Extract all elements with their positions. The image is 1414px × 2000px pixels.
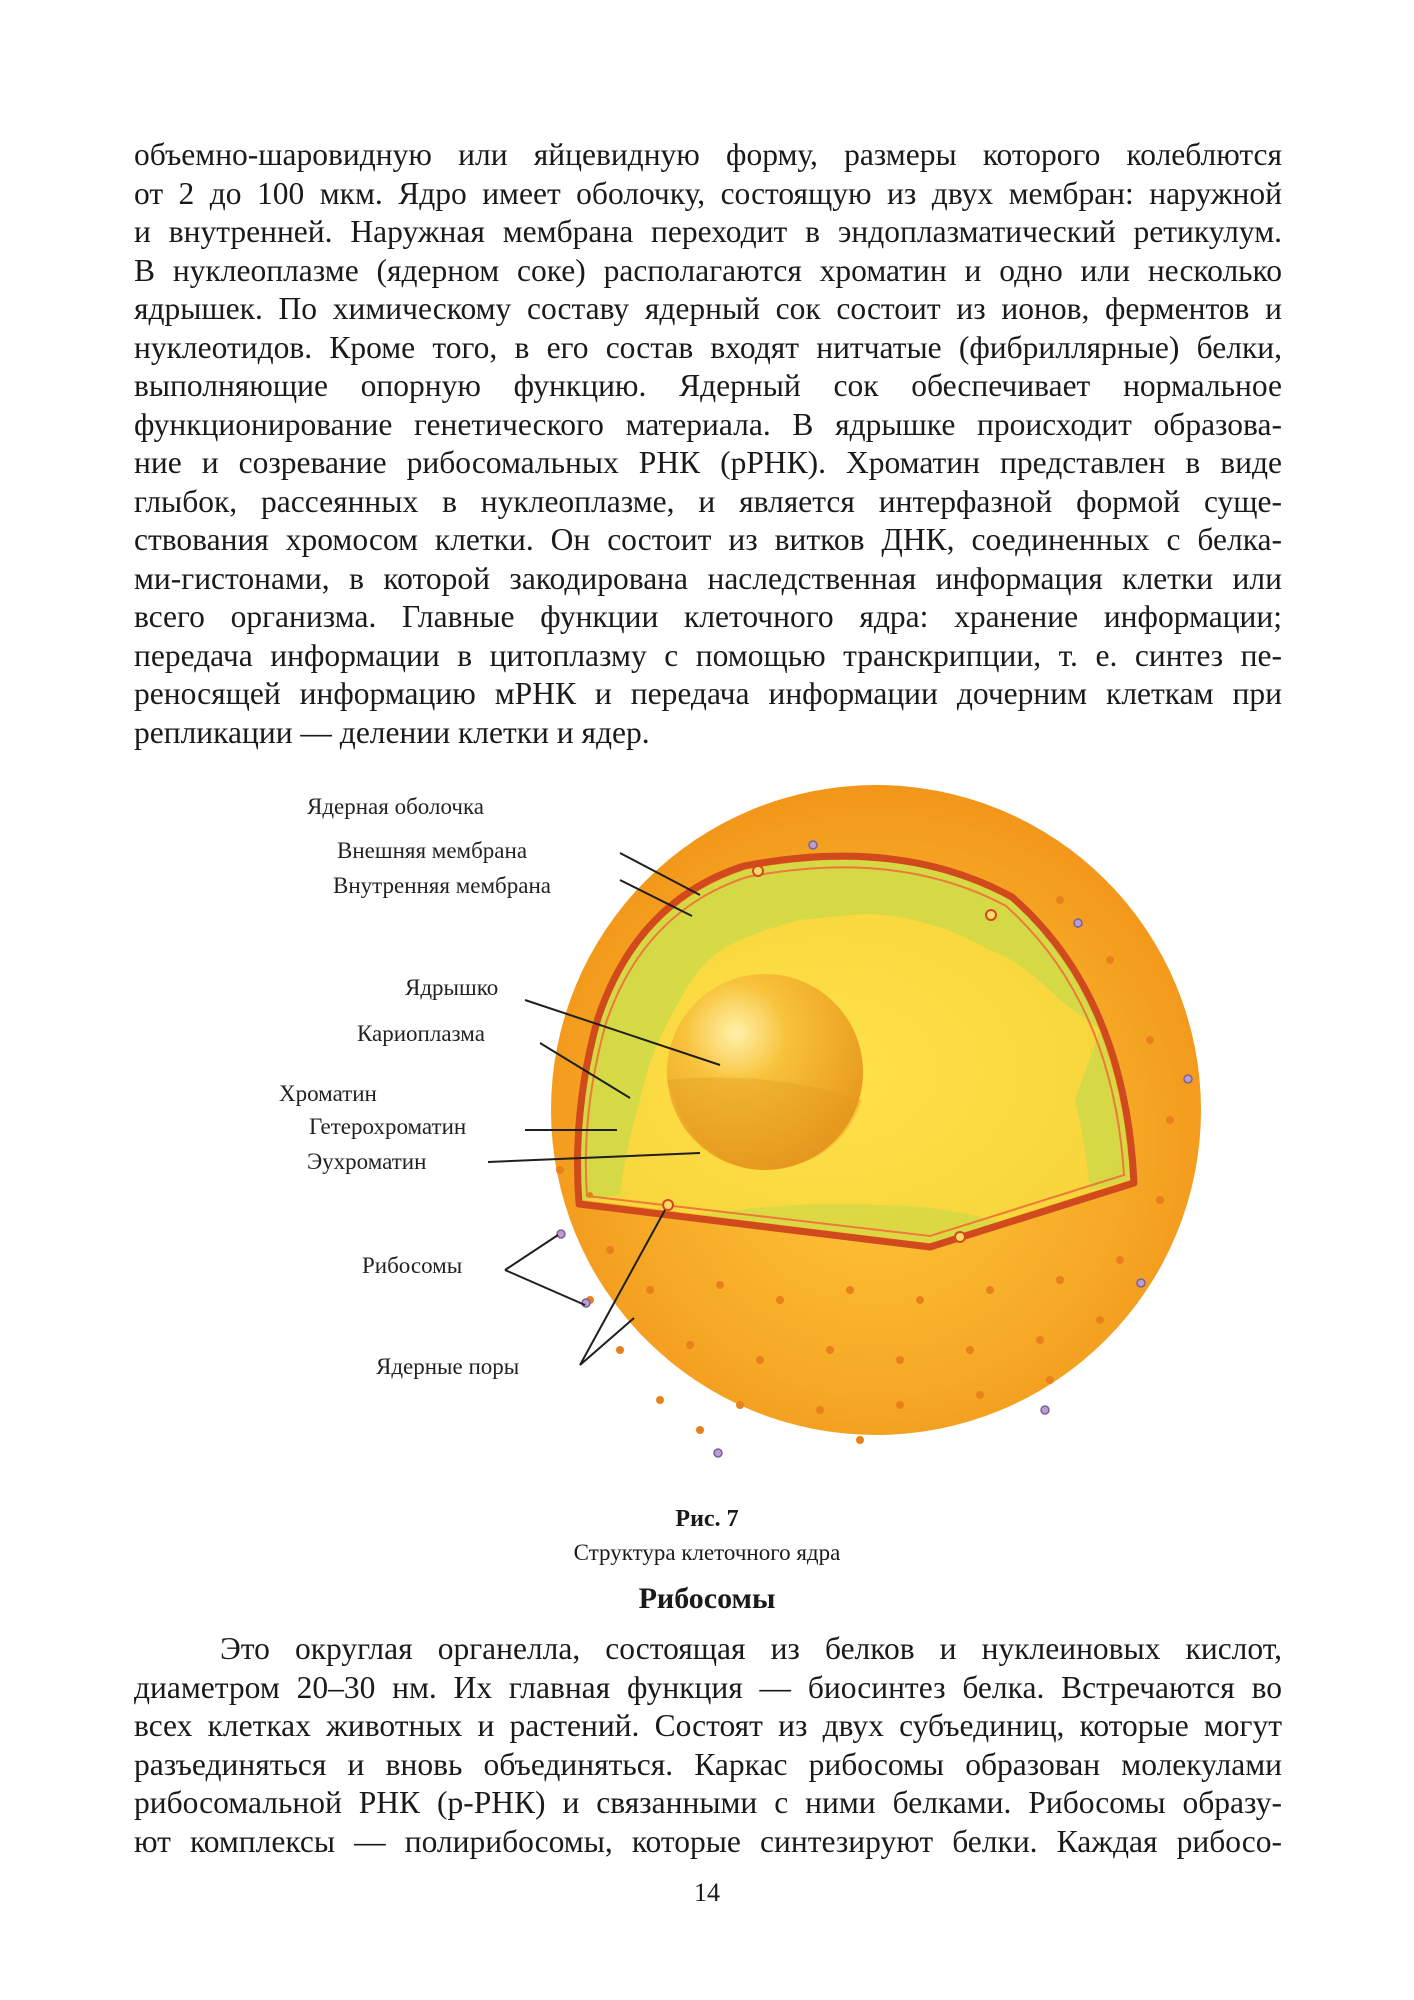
text-line: ние и созревание рибосомальных РНК (рРНК). Хроматин представлен в виде: [134, 445, 1282, 480]
text-line: глыбок, рассеянных в нуклеоплазме, и является интерфазной формой суще-: [134, 483, 1282, 519]
text-line: рибосомальной РНК (р-РНК) и связанными с ними белками. Рибосомы образу-: [134, 1785, 1282, 1820]
section-heading: Рибосомы: [638, 1582, 776, 1615]
nuclear-pore: [986, 910, 996, 920]
nuclear-pore: [663, 1200, 673, 1210]
label-nucleolus: Ядрышко: [405, 975, 499, 1000]
text-line: ядрышек. По химическому составу ядерный сок состоит из ионов, ферментов и: [134, 291, 1282, 326]
text-line: функционирование генетического материала. В ядрышке происходит образова-: [134, 406, 1282, 442]
label-outer-membrane: Внешняя мембрана: [337, 838, 528, 863]
label-chromatin: Хроматин: [279, 1081, 377, 1106]
text-line: ют комплексы — полирибосомы, которые синтезируют белки. Каждая рибосо-: [134, 1823, 1282, 1859]
label-euchromatin: Эухроматин: [307, 1149, 427, 1174]
text-line: передача информации в цитоплазму с помощью транскрипции, т. е. синтез пе-: [134, 637, 1282, 673]
text-line: В нуклеоплазме (ядерном соке) располагаются хроматин и одно или несколько: [134, 252, 1282, 288]
label-ribosomes: Рибосомы: [362, 1253, 463, 1278]
text-line: объемно-шаровидную или яйцевидную форму, размеры которого колеблются: [134, 137, 1282, 172]
label-inner-membrane: Внутренняя мембрана: [333, 873, 551, 898]
text-line: Это округлая органелла, состоящая из белков и нуклеиновых кислот,: [220, 1631, 1282, 1666]
text-line: нуклеотидов. Кроме того, в его состав входят нитчатые (фибриллярные) белки,: [134, 329, 1282, 365]
nuclear-pore: [955, 1232, 965, 1242]
figure-caption-number: Рис. 7: [675, 1506, 739, 1532]
label-nuclear-pores: Ядерные поры: [376, 1354, 520, 1379]
text-line: от 2 до 100 мкм. Ядро имеет оболочку, состоящую из двух мембран: наружной: [134, 175, 1282, 211]
text-line: разъединяться и вновь объединяться. Каркас рибосомы образован молекулами: [134, 1746, 1282, 1782]
text-line: ми-гистонами, в которой закодирована наследственная информация клетки или: [134, 560, 1282, 596]
text-line: выполняющие опорную функцию. Ядерный сок обеспечивает нормальное: [134, 368, 1282, 403]
text-line: и внутренней. Наружная мембрана переходит в эндоплазматический ретикулум.: [134, 214, 1282, 249]
figure-caption-title: Структура клеточного ядра: [573, 1540, 841, 1565]
label-nuclear-envelope: Ядерная оболочка: [307, 794, 484, 819]
text-line: диаметром 20–30 нм. Их главная функция — биосинтез белка. Встречаются во: [134, 1669, 1282, 1705]
text-line: репликации — делении клетки и ядер.: [134, 714, 650, 750]
paragraph-ribosomes: [134, 1630, 1282, 1861]
text-line: всех клетках животных и растений. Состоят из двух субъединиц, которые могут: [134, 1708, 1282, 1743]
text-line: всего организма. Главные функции клеточного ядра: хранение информации;: [134, 599, 1282, 634]
text-line: реносящей информацию мРНК и передача информации дочерним клеткам при: [134, 676, 1282, 711]
label-karyoplasm: Кариоплазма: [357, 1021, 485, 1046]
text-line: ствования хромосом клетки. Он состоит из витков ДНК, соединенных с белка-: [134, 522, 1282, 557]
label-heterochromatin: Гетерохроматин: [309, 1114, 467, 1139]
page-number: 14: [694, 1878, 720, 1907]
nuclear-pore: [753, 866, 763, 876]
